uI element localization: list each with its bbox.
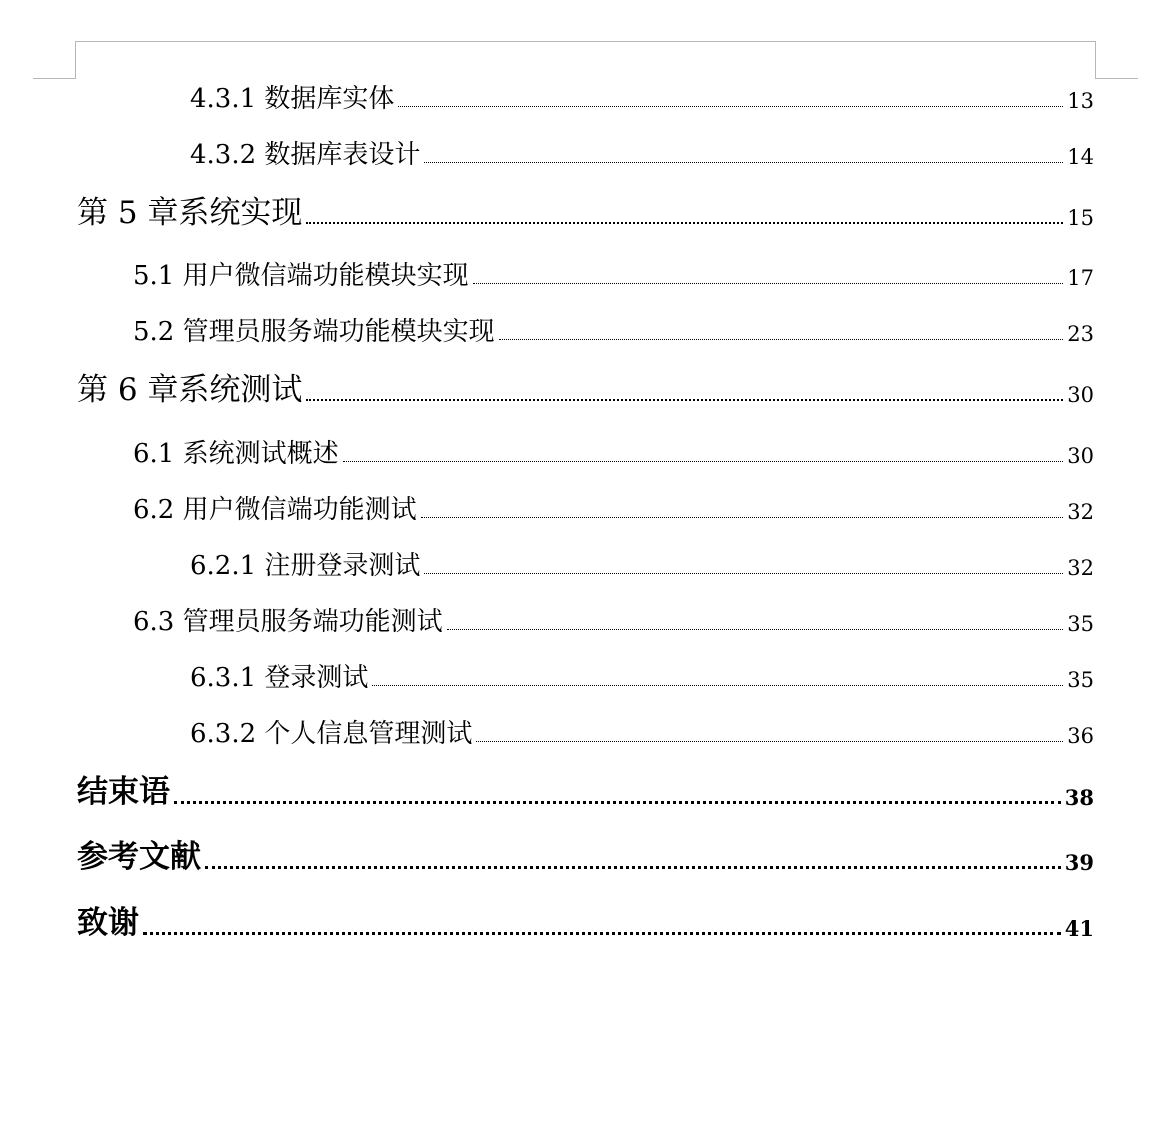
toc-leader-dots: [476, 741, 1063, 742]
toc-leader-dots: [398, 106, 1063, 107]
toc-entry-chapter-6[interactable]: [77, 366, 1094, 406]
toc-entry-page: 36: [1067, 724, 1094, 748]
toc-leader-dots: [473, 283, 1064, 284]
toc-entry-acknowledgements[interactable]: [77, 899, 1094, 939]
toc-entry-6-1[interactable]: [133, 427, 1094, 467]
toc-entry-4-3-2[interactable]: [190, 128, 1094, 168]
toc-entry-page: 35: [1067, 612, 1094, 636]
toc-entry-6-2-1[interactable]: [190, 539, 1094, 579]
toc-entry-label: 第 6 章系统测试: [77, 372, 303, 408]
toc-entry-label: 4.3.2 数据库表设计: [190, 140, 421, 170]
toc-entry-references[interactable]: [77, 833, 1094, 873]
toc-leader-dots: [205, 866, 1061, 869]
toc-entry-6-3-2[interactable]: [190, 707, 1094, 747]
toc-leader-dots: [372, 685, 1063, 686]
toc-leader-dots: [421, 517, 1064, 518]
toc-entry-page: 23: [1067, 322, 1094, 346]
toc-entry-page: 17: [1067, 266, 1094, 290]
toc-entry-label: 6.2 用户微信端功能测试: [133, 495, 417, 525]
toc-entry-page: 41: [1064, 916, 1094, 941]
toc-leader-dots: [424, 573, 1063, 574]
toc-entry-conclusion[interactable]: [77, 768, 1094, 808]
toc-entry-page: 13: [1067, 89, 1094, 113]
toc-entry-chapter-5[interactable]: [77, 189, 1094, 229]
toc-entry-page: 35: [1067, 668, 1094, 692]
toc-entry-4-3-1[interactable]: [190, 72, 1094, 112]
toc-entry-label: 5.2 管理员服务端功能模块实现: [133, 317, 495, 347]
toc-entry-label: 结束语: [77, 774, 170, 810]
toc-entry-5-2[interactable]: [133, 305, 1094, 345]
toc-leader-dots: [306, 399, 1063, 401]
toc-entry-page: 30: [1067, 444, 1094, 468]
toc-entry-label: 4.3.1 数据库实体: [190, 84, 395, 114]
toc-entry-page: 30: [1067, 383, 1094, 407]
toc-entry-label: 参考文献: [77, 839, 201, 875]
toc-leader-dots: [343, 461, 1064, 462]
toc-entry-label: 5.1 用户微信端功能模块实现: [133, 261, 469, 291]
toc-entry-page: 39: [1064, 850, 1094, 875]
toc-entry-label: 第 5 章系统实现: [77, 195, 303, 231]
toc-entry-label: 6.3 管理员服务端功能测试: [133, 607, 443, 637]
toc-entry-page: 32: [1067, 500, 1094, 524]
toc-entry-label: 6.3.2 个人信息管理测试: [190, 719, 473, 749]
toc-leader-dots: [306, 222, 1063, 224]
toc-entry-page: 14: [1067, 145, 1094, 169]
toc-leader-dots: [174, 801, 1061, 804]
toc-entry-6-3-1[interactable]: [190, 651, 1094, 691]
toc-leader-dots: [499, 339, 1064, 340]
toc-entry-page: 32: [1067, 556, 1094, 580]
toc-entry-6-3[interactable]: [133, 595, 1094, 635]
toc-leader-dots: [143, 932, 1061, 935]
toc-entry-label: 6.3.1 登录测试: [190, 663, 369, 693]
toc-entry-5-1[interactable]: [133, 249, 1094, 289]
toc-leader-dots: [424, 162, 1063, 163]
toc-entry-label: 致谢: [77, 905, 139, 941]
toc-entry-label: 6.1 系统测试概述: [133, 439, 339, 469]
toc-entry-6-2[interactable]: [133, 483, 1094, 523]
toc-leader-dots: [447, 629, 1064, 630]
toc-entry-label: 6.2.1 注册登录测试: [190, 551, 421, 581]
toc-entry-page: 38: [1064, 785, 1094, 810]
toc-entry-page: 15: [1067, 206, 1094, 230]
